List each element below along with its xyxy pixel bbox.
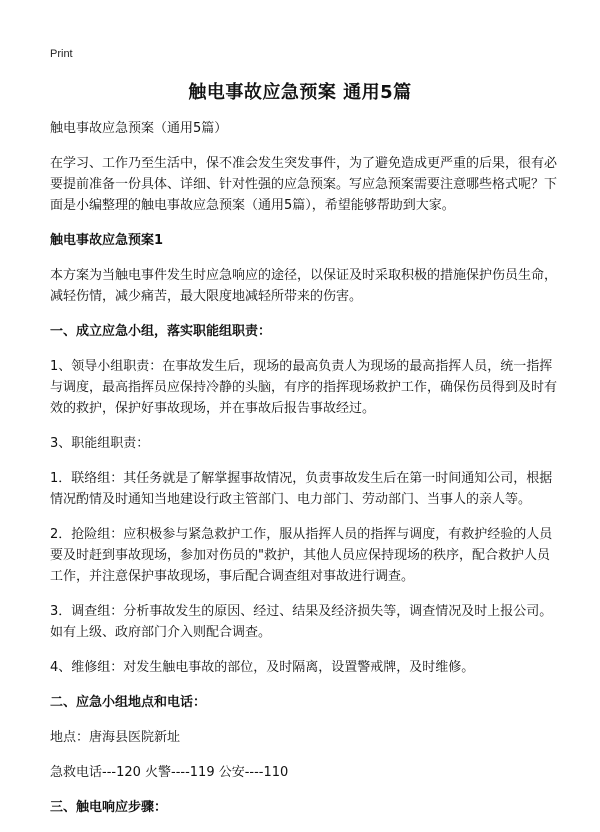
heading-two: 二、应急小组地点和电话： [50, 695, 207, 710]
phones-line: 急救电话---120 火警----119 公安----110 [50, 765, 289, 780]
section-heading-1: 触电事故应急预案1 [50, 233, 164, 248]
document-body [50, 118, 558, 832]
section-paragraph: 本方案为当触电事件发生时应急响应的途径，以保证及时采取积极的措施保护伤员生命，减轻伤情，减少痛苦，最大限度地减轻所带来的伤害。 [50, 268, 558, 304]
investigation-paragraph: 3．调查组：分析事故发生的原因、经过、结果及经济损失等，调查情况及时上报公司。如有上级、政府部门介入则配合调查。 [50, 604, 553, 640]
repair-paragraph: 4、维修组：对发生触电事故的部位，及时隔离，设置警戒牌，及时维修。 [50, 660, 475, 675]
document-subtitle: 触电事故应急预案（通用5篇） [50, 121, 228, 136]
heading-one: 一、成立应急小组，落实职能组职责： [50, 324, 272, 339]
leader-duty-paragraph: 1、领导小组职责：在事故发生后，现场的最高负责人为现场的最高指挥人员，统一指挥与调度，最高指挥员应保持冷静的头脑，有序的指挥现场救护工作，确保伤员得到及时有效的救护，保护好事故现场，并在事故后报告事故经过。 [50, 359, 558, 416]
liaison-paragraph: 1．联络组：其任务就是了解掌握事故情况，负责事故发生后在第一时间通知公司，根据情况酌情及时通知当地建设行政主管部门、电力部门、劳动部门、当事人的亲人等。 [50, 471, 553, 507]
heading-three: 三、触电响应步骤： [50, 800, 168, 815]
page-title: 触电事故应急预案 通用5篇 [188, 82, 412, 103]
print-label[interactable]: Print [50, 48, 73, 60]
location-line: 地点：唐海县医院新址 [50, 730, 181, 745]
rescue-paragraph: 2．抢险组：应积极参与紧急救护工作，服从指挥人员的指挥与调度，有救护经验的人员要及时赶到事故现场，参加对伤员的"救护，其他人员应保持现场的秩序，配合救护人员工作，并注意保护事故现场，事后配合调查组对事故进行调查。 [50, 527, 553, 584]
intro-paragraph: 在学习、工作乃至生活中，保不准会发生突发事件，为了避免造成更严重的后果，很有必要提前准备一份具体、详细、针对性强的应急预案。写应急预案需要注意哪些格式呢？下面是小编整理的触电事故应急预案（通用5篇），希望能够帮助到大家。 [50, 156, 558, 213]
group-duty-heading: 3、职能组职责： [50, 436, 150, 451]
